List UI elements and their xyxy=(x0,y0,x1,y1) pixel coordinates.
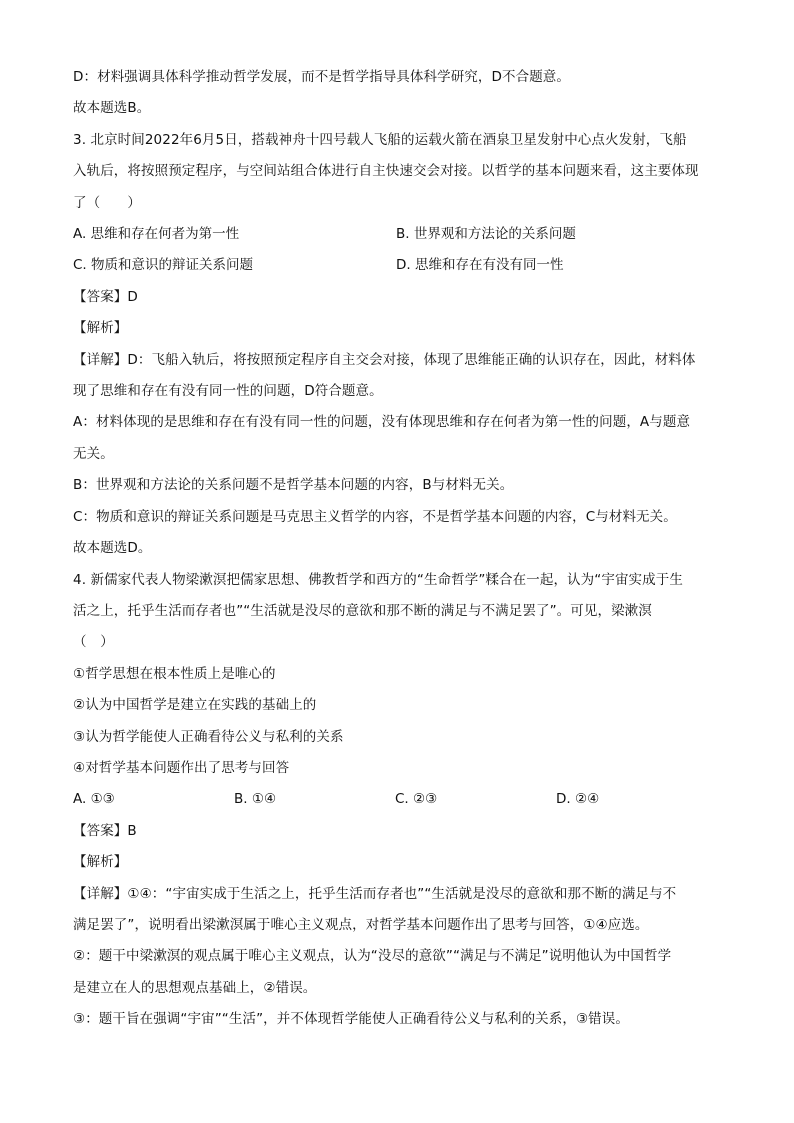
q4-item3-analysis: ③：题干旨在强调“宇宙”“生活”，并不体现哲学能使人正确看待公义与私利的关系，③错误。 xyxy=(73,1011,629,1028)
document-page xyxy=(73,62,723,1036)
q3-option-d: D. 思维和存在有没有同一性 xyxy=(396,257,564,274)
q4-option-b: B. ①④ xyxy=(234,791,277,808)
q3-analysis-heading: 【解析】 xyxy=(73,320,128,337)
q3-option-c: C. 物质和意识的辩证关系问题 xyxy=(73,257,254,274)
q4-detail-line-2: 满足罢了”，说明看出梁漱溟属于唯心主义观点，对哲学基本问题作出了思考与回答，①④应选。 xyxy=(73,916,649,933)
q3-a-analysis-line-1: A：材料体现的是思维和存在有没有同一性的问题，没有体现思维和存在何者为第一性的问题，A与题意 xyxy=(73,414,691,431)
q4-item-1: ①哲学思想在根本性质上是唯心的 xyxy=(73,665,276,682)
q3-a-analysis-line-2: 无关。 xyxy=(73,445,114,462)
q4-detail-line-1: 【详解】①④：“宇宙实成于生活之上，托乎生活而存者也”“生活就是没尽的意欲和那不断的满足与不 xyxy=(73,885,677,902)
q4-item2-analysis-line-1: ②：题干中梁漱溟的观点属于唯心主义观点，认为“没尽的意欲”“满足与不满足”说明他认为中国哲学 xyxy=(73,948,672,965)
q4-item2-analysis-line-2: 是建立在人的思想观点基础上，②错误。 xyxy=(73,979,317,996)
q3-options-row-2 xyxy=(73,250,723,281)
q4-stem-line-2: 活之上，托乎生活而存者也”“生活就是没尽的意欲和那不断的满足与不满足罢了”。可见，梁漱溟 xyxy=(73,602,652,619)
q4-stem-line-1: 4. 新儒家代表人物梁漱溟把儒家思想、佛教哲学和西方的“生命哲学”糅合在一起，认为“宇宙实成于生 xyxy=(73,571,683,588)
q3-option-a: A. 思维和存在何者为第一性 xyxy=(73,226,240,243)
q3-detail-line-1: 【详解】D：飞船入轨后，将按照预定程序自主交会对接，体现了思维能正确的认识存在，因此，材料体 xyxy=(73,351,696,368)
q3-options-row-1 xyxy=(73,219,723,250)
q3-stem-line-1: 3. 北京时间2022年6月5日，搭载神舟十四号载人飞船的运载火箭在酒泉卫星发射中心点火发射，飞船 xyxy=(73,131,687,148)
q4-item-2: ②认为中国哲学是建立在实践的基础上的 xyxy=(73,697,317,714)
prev-option-d-analysis: D：材料强调具体科学推动哲学发展，而不是哲学指导具体科学研究，D不合题意。 xyxy=(73,69,570,85)
q4-answer: 【答案】B xyxy=(73,822,137,839)
q3-option-b: B. 世界观和方法论的关系问题 xyxy=(396,226,576,243)
q3-detail-line-2: 现了思维和存在有没有同一性的问题，D符合题意。 xyxy=(73,383,383,400)
q4-option-c: C. ②③ xyxy=(395,791,438,808)
question-3 xyxy=(73,125,723,565)
q4-stem-line-3: （ ） xyxy=(73,634,114,651)
q4-item-3: ③认为哲学能使人正确看待公义与私利的关系 xyxy=(73,728,344,745)
question-4 xyxy=(73,565,723,1036)
prev-conclusion: 故本题选B。 xyxy=(73,100,151,117)
q4-options-row xyxy=(73,784,723,815)
q3-b-analysis: B：世界观和方法论的关系问题不是哲学基本问题的内容，B与材料无关。 xyxy=(73,477,514,494)
q3-stem-line-3: 了（ ） xyxy=(73,194,141,211)
q3-conclusion: 故本题选D。 xyxy=(73,540,152,557)
q4-option-a: A. ①③ xyxy=(73,791,115,808)
q3-stem-line-2: 入轨后，将按照预定程序，与空间站组合体进行自主快速交会对接。以哲学的基本问题来看，这主要体现 xyxy=(73,163,699,180)
q4-option-d: D. ②④ xyxy=(556,791,600,808)
q4-analysis-heading: 【解析】 xyxy=(73,854,128,871)
q3-answer: 【答案】D xyxy=(73,288,138,305)
q3-c-analysis: C：物质和意识的辩证关系问题是马克思主义哲学的内容，不是哲学基本问题的内容，C与材料无关。 xyxy=(73,508,677,525)
q4-item-4: ④对哲学基本问题作出了思考与回答 xyxy=(73,759,290,776)
